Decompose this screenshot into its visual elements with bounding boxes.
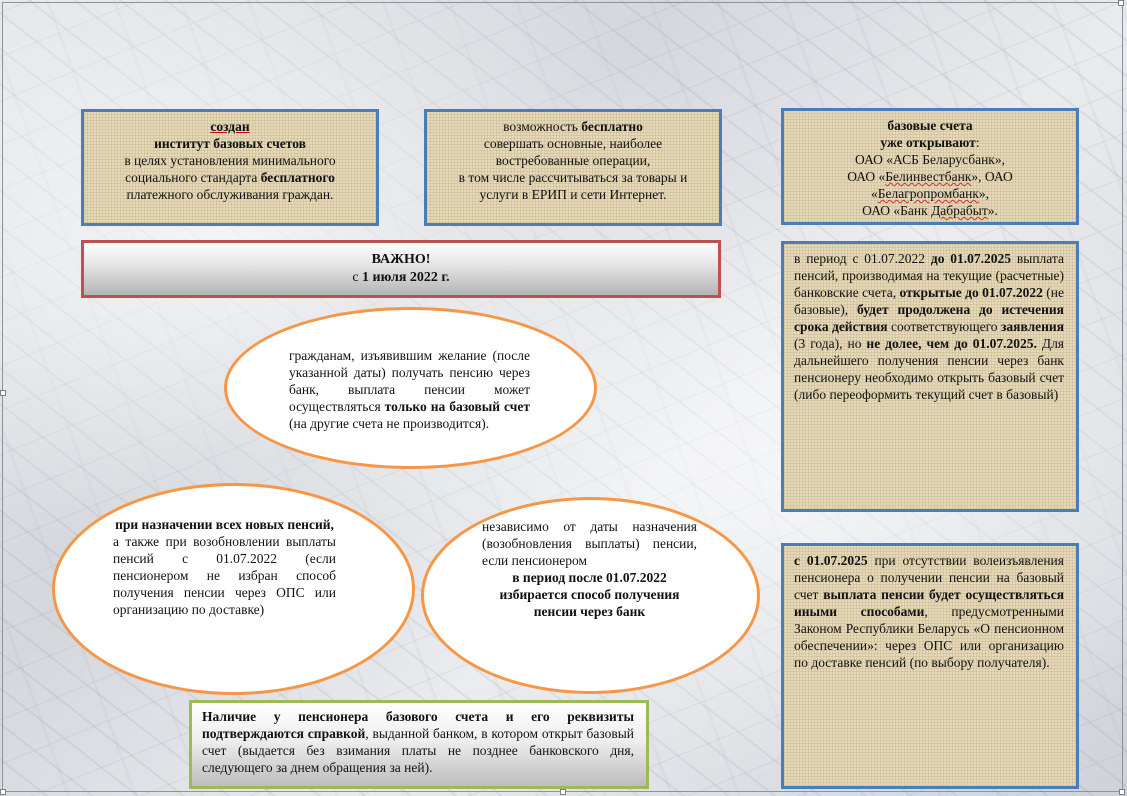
period-t11: Для дальнейшего получения пенсии через банк пенсионеру необходимо открыть базовый счет (либо переоформить текущий счет в базовый) (794, 336, 1065, 402)
bank-belagroprom-post: », (978, 186, 990, 201)
ellipse-regardless-date (421, 497, 760, 694)
period-t1: в период с 01.07.2022 (794, 251, 931, 266)
period-t8: заявления (1000, 319, 1065, 334)
citizens-t2: только на базовый счет (384, 399, 530, 414)
bank-dabrabyt (784, 202, 1076, 219)
box-free-operations (424, 109, 722, 226)
bank-belagroprom-name: Белагропромбанк (877, 186, 979, 201)
ellipse-citizens-basic-account (224, 307, 597, 469)
from2025-t2: при отсутствии волеизъявления пенсионера о получении пенсии на базовый счет (794, 553, 1064, 602)
note-t2: , выданной банком, в котором открыт базовый счет (выдается без взимания платы не позднее банковского дня, следующего за днем обращения за ней). (202, 726, 635, 775)
ellipse-new-pensions (52, 483, 415, 695)
resize-handle-bottom-center[interactable] (560, 789, 566, 795)
bank-belagroprom-pre: « (870, 186, 878, 201)
created-line5: платежного обслуживания граждан. (126, 187, 334, 202)
important-banner (81, 240, 721, 298)
created-line3: в целях установления минимального (124, 153, 336, 168)
free-line5: услуги в ЕРИП и сети Интернет. (479, 187, 667, 202)
bank-belinvest-post: », ОАО (971, 169, 1013, 184)
bank-belagroprom (784, 185, 1076, 202)
from2025-t3: выплата пенсии будет осуществляться иными способами (794, 587, 1064, 619)
created-line4a: социального стандарта (125, 170, 261, 185)
banks-line2b: : (975, 135, 980, 150)
created-label: создан (210, 119, 250, 134)
period-t5: (не базовые), (794, 285, 1064, 317)
box-banks-list (781, 108, 1079, 225)
resize-handle-bottom-right[interactable] (1119, 789, 1125, 795)
box-basic-accounts-created (81, 109, 379, 226)
regardless-text: независимо от даты назначения (возобновления выплаты) пенсии, если пенсионером (482, 519, 697, 568)
new-pensions-title: при назначении всех новых пенсий, (115, 517, 334, 532)
period-t4: открытые до 01.07.2022 (899, 285, 1043, 300)
from2025-t1: с 01.07.2025 (794, 553, 868, 568)
period-t10: не долее, чем до 01.07.2025. (866, 336, 1037, 351)
banks-line1: базовые счета (887, 118, 973, 133)
bank-belinvest-pre: ОАО « (847, 169, 886, 184)
bank-belinvest-name: Белинвестбанк (885, 169, 972, 184)
institute-label: институт базовых счетов (154, 136, 306, 151)
free-line3: востребованные операции, (495, 153, 651, 168)
citizens-t3: (на другие счета не производится). (289, 416, 490, 431)
resize-handle-left-center[interactable] (0, 390, 6, 396)
citizens-t1: гражданам, изъявившим желание (после указанной даты) получать пенсию через банк, выплата пенсии может осуществляться (289, 348, 530, 414)
note-t1: Наличие у пенсионера базового счета и его реквизиты подтверждаются справкой (202, 709, 634, 741)
bank-dabrabyt-post: ». (987, 203, 998, 218)
important-title: ВАЖНО! (371, 252, 431, 267)
free-line4: в том числе рассчитываться за товары и (458, 170, 688, 185)
free-line1a: возможность (503, 119, 582, 134)
banks-line2a: уже открывают (880, 135, 976, 150)
note-certificate (189, 700, 649, 789)
created-line4b: бесплатного (260, 170, 335, 185)
period-t9: (3 года), но (794, 336, 867, 351)
important-date (84, 269, 718, 287)
bank-asb: ОАО «АСБ Беларусбанк», (855, 152, 1005, 167)
period-t7: соответствующего (887, 319, 1001, 334)
bank-dabrabyt-name: Дабрабыт (931, 203, 988, 218)
box-from-2025 (781, 543, 1079, 789)
bank-dabrabyt-pre: ОАО «Банк (862, 203, 932, 218)
new-pensions-text: а также при возобновлении выплаты пенсий с 01.07.2022 (если пенсионером не избран способ получения пенсии через ОПС или организацию по доставке) (113, 534, 336, 617)
resize-handle-top-right[interactable] (1118, 0, 1124, 6)
free-line2: совершать основные, наиболее (483, 136, 663, 151)
from2025-t4: , предусмотренными Законом Республики Беларусь «О пенсионном обеспечении»: через ОПС или организацию по доставке пенсий (по выбору получателя). (794, 604, 1065, 670)
free-line1b: бесплатно (581, 119, 643, 134)
period-t3: выплата пенсий, производимая на текущие (расчетные) банковские счета, (794, 251, 1064, 300)
period-t6: будет продолжена до истечения срока действия (794, 302, 1064, 334)
bank-belinvest (784, 168, 1076, 185)
important-date-value: 1 июля 2022 г. (362, 270, 450, 285)
box-transition-period (781, 241, 1079, 512)
resize-handle-bottom-left[interactable] (0, 789, 6, 795)
regardless-bold: в период после 01.07.2022 избирается способ получения пенсии через банк (499, 570, 680, 619)
period-t2: до 01.07.2025 (930, 251, 1012, 266)
important-date-prefix: с (352, 270, 363, 285)
